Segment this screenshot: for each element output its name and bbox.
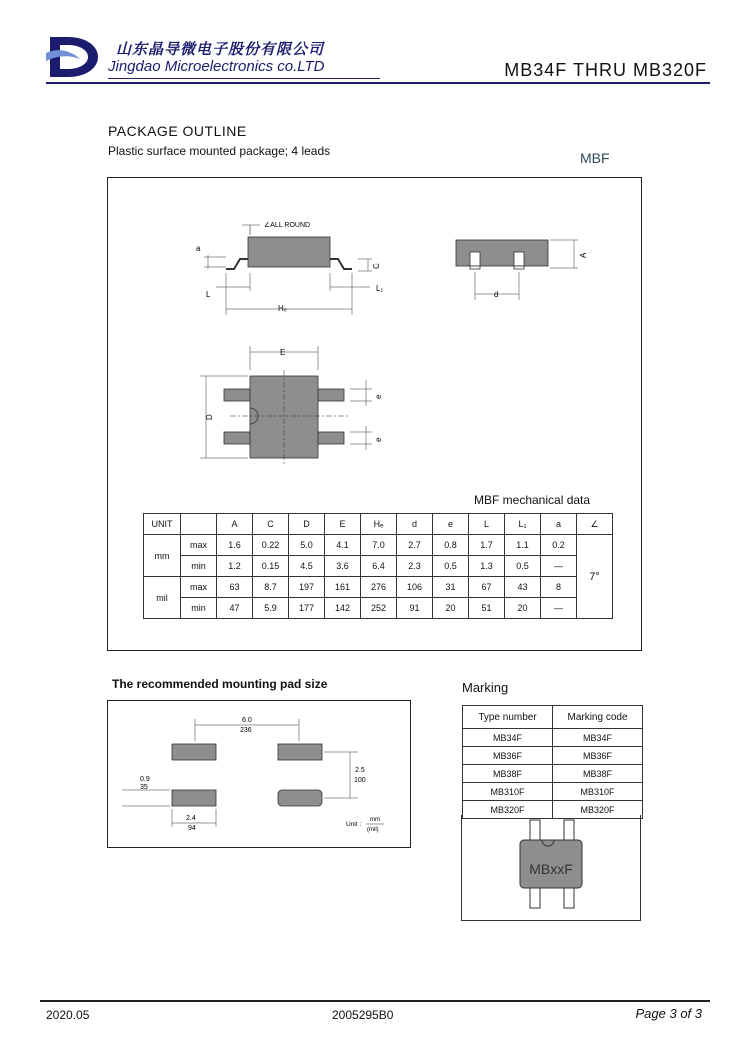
- cell: 1.6: [217, 535, 253, 556]
- mech-header-cell: ∠: [577, 514, 613, 535]
- mech-header-cell: e: [433, 514, 469, 535]
- unit-mm: mm: [370, 817, 380, 823]
- cell: 20: [433, 598, 469, 619]
- mech-row: [144, 577, 613, 598]
- cell: 8.7: [253, 577, 289, 598]
- top-view-drawing: [190, 340, 400, 470]
- mech-header-cell: A: [217, 514, 253, 535]
- cell: 8: [541, 577, 577, 598]
- marking-title: Marking: [462, 680, 509, 695]
- company-underline: [108, 78, 380, 79]
- part-range-title: MB34F THRU MB320F: [504, 60, 707, 80]
- footer-date: 2020.05: [46, 1008, 90, 1022]
- marking-row: [463, 765, 643, 783]
- cell: 1.3: [469, 556, 505, 577]
- label-HE: Hₑ: [278, 304, 287, 313]
- label-e-upper: e: [374, 394, 383, 399]
- cell: 2.3: [397, 556, 433, 577]
- dim-left-mm: 0.9: [140, 776, 150, 783]
- mech-row: [144, 556, 613, 577]
- label-a: a: [196, 244, 201, 253]
- side-view-drawing: [190, 215, 390, 325]
- marking-code: MB34F: [553, 729, 643, 747]
- mech-data-table: [143, 513, 613, 619]
- type-number: MB320F: [463, 801, 553, 819]
- label-E: E: [280, 348, 286, 357]
- cell: 0.5: [505, 556, 541, 577]
- marking-col-type: Type number: [463, 706, 553, 729]
- marking-code: MB320F: [553, 801, 643, 819]
- pad-size-title: The recommended mounting pad size: [112, 677, 328, 691]
- mech-header-cell: Hₑ: [361, 514, 397, 535]
- cell: 91: [397, 598, 433, 619]
- cell: 6.4: [361, 556, 397, 577]
- cell: 0.5: [433, 556, 469, 577]
- cell: 142: [325, 598, 361, 619]
- cell: 5.0: [289, 535, 325, 556]
- pad-size-drawing: [108, 701, 410, 847]
- pad-bottom-left: [172, 790, 216, 806]
- company-name-cn: 山东晶导微电子股份有限公司: [116, 41, 325, 58]
- cell: 51: [469, 598, 505, 619]
- lead-right: [330, 259, 352, 269]
- type-number: MB34F: [463, 729, 553, 747]
- mech-header-cell: [181, 514, 217, 535]
- cell: 4.5: [289, 556, 325, 577]
- unit-mm: mm: [144, 535, 181, 577]
- footer-doc-code: 2005295B0: [332, 1008, 394, 1022]
- chip-marking-text: MBxxF: [529, 861, 573, 877]
- mech-header-cell: D: [289, 514, 325, 535]
- cell: 31: [433, 577, 469, 598]
- mech-header-cell: a: [541, 514, 577, 535]
- dim-right-mm: 2.5: [355, 767, 365, 774]
- type-number: MB38F: [463, 765, 553, 783]
- cell: —: [541, 598, 577, 619]
- marking-code: MB310F: [553, 783, 643, 801]
- cell: 161: [325, 577, 361, 598]
- pad-top-right: [278, 744, 322, 760]
- marking-code: MB36F: [553, 747, 643, 765]
- marking-row: [463, 783, 643, 801]
- unit-label: Unit :: [346, 821, 362, 828]
- package-outline-subtitle: Plastic surface mounted package; 4 leads: [108, 144, 331, 158]
- row-sub: min: [181, 556, 217, 577]
- pad-bottom-right: [278, 790, 322, 806]
- label-L1: L₁: [376, 284, 384, 293]
- label-d: d: [494, 290, 499, 299]
- footer-page-number: Page 3 of 3: [635, 1006, 702, 1021]
- cell: 177: [289, 598, 325, 619]
- type-number: MB310F: [463, 783, 553, 801]
- marking-chip-drawing: [462, 816, 640, 920]
- cell: 67: [469, 577, 505, 598]
- unit-mil: (mil): [367, 827, 379, 833]
- cell: 0.22: [253, 535, 289, 556]
- cell: 0.8: [433, 535, 469, 556]
- dim-top-mm: 6.0: [242, 717, 252, 724]
- end-view-drawing: [440, 230, 600, 310]
- marking-code: MB38F: [553, 765, 643, 783]
- mech-data-title: MBF mechanical data: [474, 493, 591, 507]
- body-side: [248, 237, 330, 267]
- lead-left: [226, 259, 248, 269]
- mech-header-row: [144, 514, 613, 535]
- label-all-round: ∠ALL ROUND: [264, 222, 311, 229]
- mech-header-cell: L: [469, 514, 505, 535]
- footer-divider: [40, 1000, 710, 1002]
- mech-header-cell: UNIT: [144, 514, 181, 535]
- label-L: L: [206, 290, 211, 299]
- cell: 3.6: [325, 556, 361, 577]
- cell: 63: [217, 577, 253, 598]
- marking-row: [463, 747, 643, 765]
- marking-table: [462, 705, 643, 819]
- package-outline-title: PACKAGE OUTLINE: [108, 123, 247, 139]
- unit-mil: mil: [144, 577, 181, 619]
- dim-bottom-mm: 2.4: [186, 815, 196, 822]
- row-sub: max: [181, 577, 217, 598]
- label-A: A: [579, 252, 588, 258]
- type-number: MB36F: [463, 747, 553, 765]
- cell: 1.1: [505, 535, 541, 556]
- cell: 43: [505, 577, 541, 598]
- cell: 2.7: [397, 535, 433, 556]
- company-name-en: Jingdao Microelectronics co.LTD: [108, 58, 325, 75]
- dim-top-mil: 236: [240, 727, 252, 734]
- cell: —: [541, 556, 577, 577]
- mech-row: [144, 598, 613, 619]
- cell: 197: [289, 577, 325, 598]
- label-C: C: [372, 263, 381, 269]
- cell: 47: [217, 598, 253, 619]
- marking-col-code: Marking code: [553, 706, 643, 729]
- dim-bottom-mil: 94: [188, 825, 196, 832]
- cell: 1.2: [217, 556, 253, 577]
- angle-value: 7°: [577, 535, 613, 619]
- marking-row: [463, 729, 643, 747]
- marking-header-row: [463, 706, 643, 729]
- label-D: D: [205, 414, 214, 420]
- mech-header-cell: C: [253, 514, 289, 535]
- pad-top-left: [172, 744, 216, 760]
- row-sub: min: [181, 598, 217, 619]
- cell: 1.7: [469, 535, 505, 556]
- company-logo: [46, 33, 104, 79]
- dim-right-mil: 100: [354, 777, 366, 784]
- cell: 0.15: [253, 556, 289, 577]
- cell: 20: [505, 598, 541, 619]
- cell: 4.1: [325, 535, 361, 556]
- mech-header-cell: d: [397, 514, 433, 535]
- mech-row: [144, 535, 613, 556]
- cell: 0.2: [541, 535, 577, 556]
- mech-header-cell: E: [325, 514, 361, 535]
- cell: 252: [361, 598, 397, 619]
- package-name: MBF: [580, 150, 610, 166]
- dim-left-mil: 35: [140, 784, 148, 791]
- header-divider: [46, 82, 710, 84]
- cell: 7.0: [361, 535, 397, 556]
- row-sub: max: [181, 535, 217, 556]
- label-e-lower: e: [374, 437, 383, 442]
- cell: 106: [397, 577, 433, 598]
- cell: 276: [361, 577, 397, 598]
- mech-header-cell: L₁: [505, 514, 541, 535]
- cell: 5.9: [253, 598, 289, 619]
